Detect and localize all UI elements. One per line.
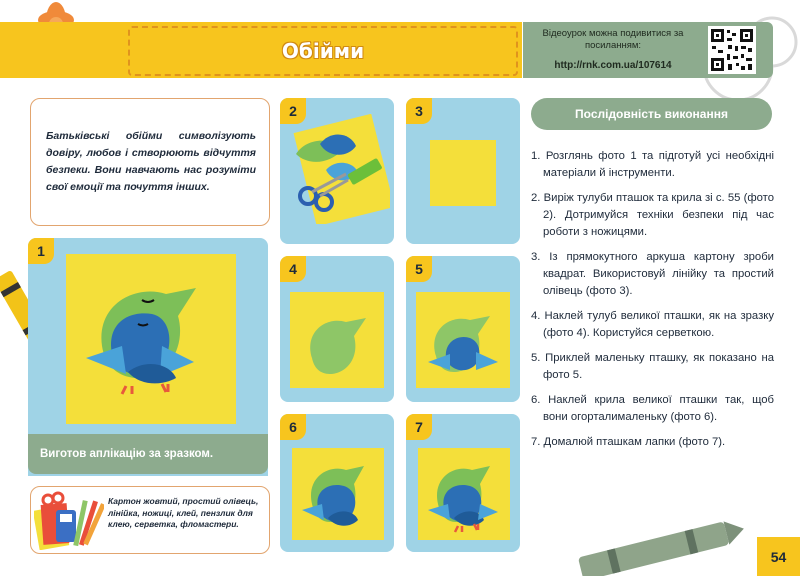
photo-number: 7 bbox=[406, 414, 432, 440]
photo-5-small-bird bbox=[406, 256, 520, 402]
title-box bbox=[128, 26, 518, 76]
photo-7-legs bbox=[406, 414, 520, 552]
step-item: 6. Наклей крила великої пташки так, щоб вони огорталималеньку (фото 6). bbox=[531, 394, 774, 423]
page-title: Обійми bbox=[281, 39, 365, 63]
art-supplies-icon bbox=[34, 490, 104, 550]
description-text: Батьківські обійми символізують довіру, любов і створюють відчуття безпеки. Вони навчають нас розуміти свої емоції та почуття інших. bbox=[46, 130, 256, 193]
photo-number: 5 bbox=[406, 256, 432, 282]
video-link-text: Відеоурок можна подивитися за посиланням: bbox=[542, 28, 684, 51]
photo-number: 6 bbox=[280, 414, 306, 440]
birds-wings-illustration bbox=[292, 448, 384, 540]
materials-text: Картон жовтий, простий олівець, лінійка, ножиці, клей, пензлик для клею, серветка, фломастери. bbox=[108, 496, 259, 529]
crayon-green-decoration bbox=[568, 520, 748, 576]
step-item: 2. Виріж тулуби пташок та крила зі с. 55 (фото 2). Дотримуйся техніки безпеки під час роботи з ножицями. bbox=[531, 192, 774, 238]
photo-number: 4 bbox=[280, 256, 306, 282]
birds-illustration bbox=[66, 254, 236, 424]
yellow-sheet bbox=[430, 140, 496, 206]
photo-2-materials bbox=[280, 98, 394, 244]
photo-4-large-bird bbox=[280, 256, 394, 402]
step-item: 4. Наклей тулуб великої пташки, як на зразку (фото 4). Користуйся серветкою. bbox=[531, 310, 774, 339]
photo-6-wings bbox=[280, 414, 394, 552]
step-item: 1. Розглянь фото 1 та підготуй усі необхідні матеріали й інструменти. bbox=[531, 150, 774, 179]
birds-finished-illustration bbox=[418, 448, 510, 540]
step-item: 5. Приклей маленьку пташку, як показано на фото 5. bbox=[531, 352, 774, 381]
steps-list bbox=[531, 148, 774, 459]
video-link-url[interactable]: http://rnk.com.ua/107614 bbox=[554, 60, 672, 71]
photo-3-square bbox=[406, 98, 520, 244]
materials-illustration bbox=[286, 114, 390, 224]
two-birds-illustration bbox=[416, 292, 510, 388]
page-number-box bbox=[757, 537, 800, 576]
photo-number: 1 bbox=[28, 238, 54, 264]
qr-code-icon[interactable] bbox=[708, 26, 756, 74]
steps-header bbox=[531, 98, 772, 130]
page-number: 54 bbox=[770, 548, 787, 565]
steps-title: Послідовність виконання bbox=[575, 107, 728, 121]
step-item: 7. Домалюй пташкам лапки (фото 7). bbox=[531, 436, 726, 448]
photo-number: 3 bbox=[406, 98, 432, 124]
step-item: 3. Із прямокутного аркуша картону зроби квадрат. Використовуй лінійку та простий олівець (фото 3). bbox=[531, 251, 774, 297]
caption-text: Виготов аплікацію за зразком. bbox=[40, 448, 214, 460]
large-bird-illustration bbox=[290, 292, 384, 388]
photo-number: 2 bbox=[280, 98, 306, 124]
